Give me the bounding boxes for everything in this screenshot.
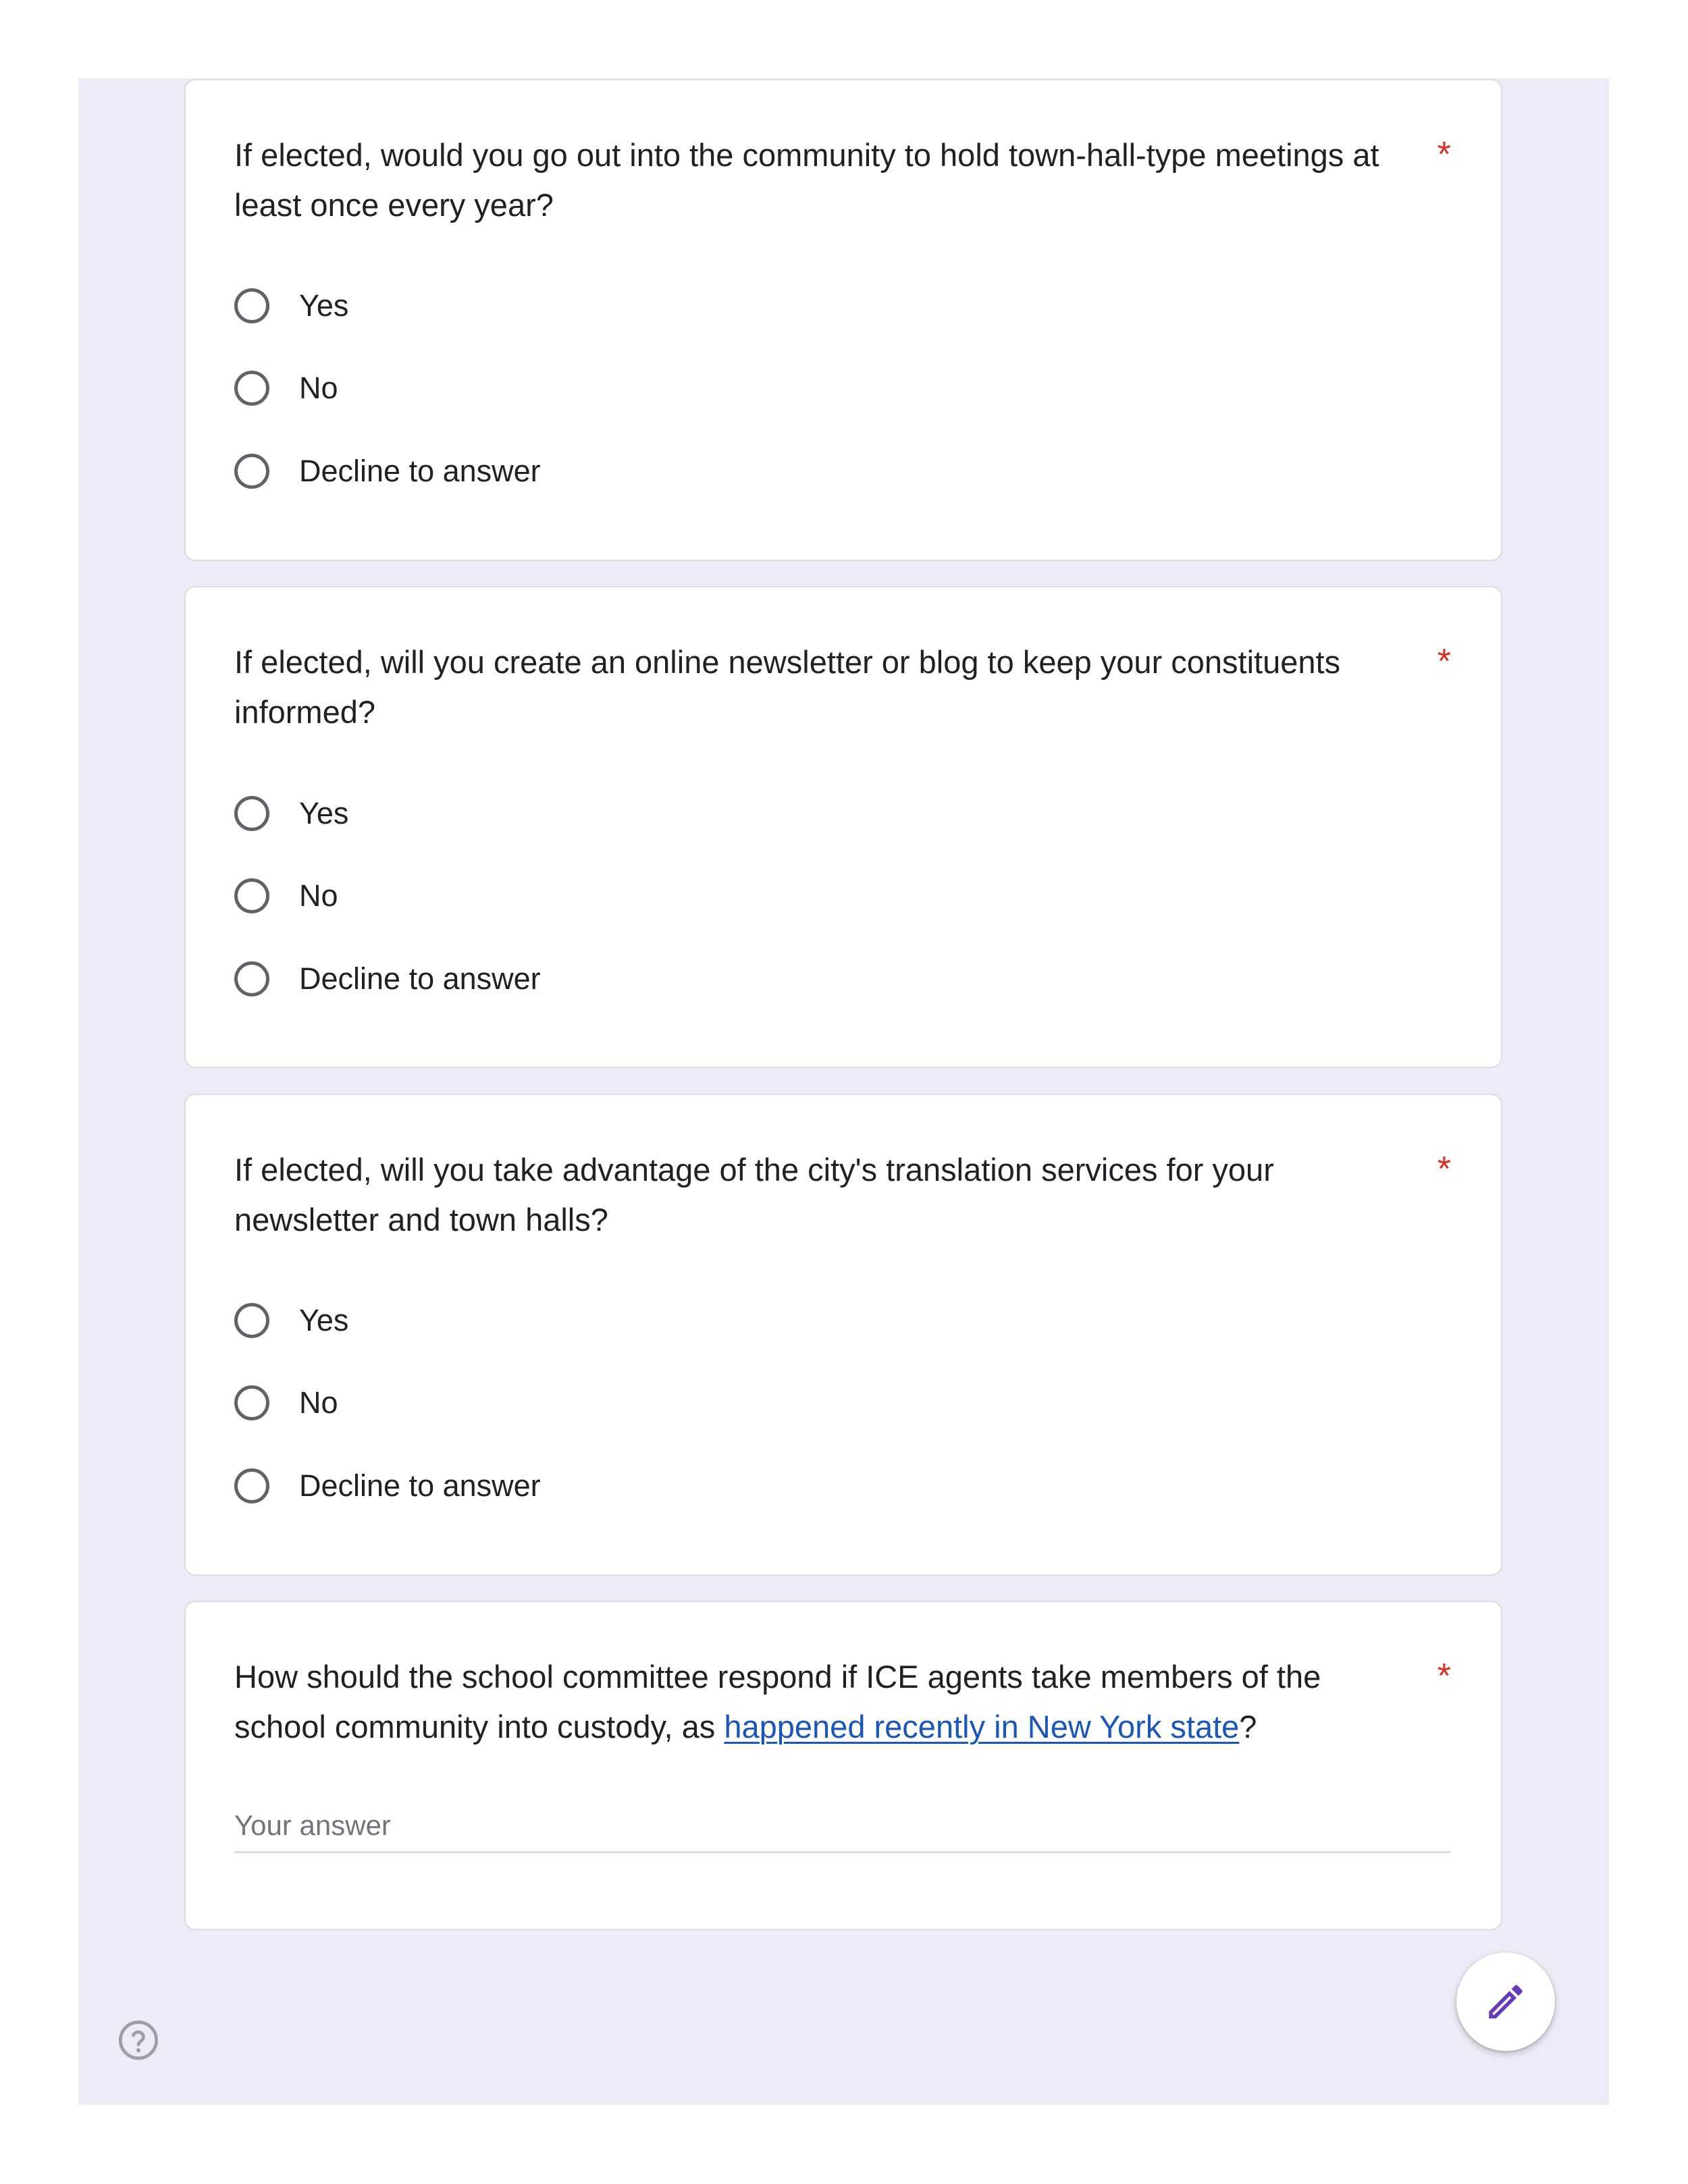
radio-option-decline[interactable] [234,450,541,493]
radio-option-no[interactable] [234,367,338,410]
radio-button[interactable] [234,878,269,913]
radio-button[interactable] [234,1303,269,1338]
option-label: Yes [299,796,349,830]
question-title-text: How should the school committee respond if ICE agents take members of the school community into custody, as [234,1659,1321,1744]
radio-option-no[interactable] [234,1381,338,1424]
help-button[interactable] [117,2019,160,2062]
radio-button[interactable] [234,1468,269,1503]
option-label: Yes [299,1303,349,1337]
radio-button[interactable] [234,1385,269,1420]
radio-option-no[interactable] [234,874,338,917]
option-label: Yes [299,288,349,323]
option-label: No [299,1385,338,1420]
required-asterisk: * [1437,1657,1451,1696]
required-asterisk: * [1437,642,1451,681]
question-title: If elected, will you take advantage of the city's translation services for your newsletter and town halls? [234,1152,1274,1237]
short-answer-input[interactable] [234,1799,1451,1853]
radio-option-decline[interactable] [234,957,541,1001]
required-asterisk: * [1437,1150,1451,1189]
option-label: No [299,878,338,913]
question-title [234,1652,1416,1752]
radio-option-yes[interactable] [234,284,348,327]
question-title: If elected, will you create an online newsletter or blog to keep your constituents informed? [234,644,1341,730]
radio-option-decline[interactable] [234,1464,541,1508]
help-circle-icon [117,2019,160,2062]
news-link[interactable]: happened recently in New York state [724,1709,1240,1744]
option-label: Decline to answer [299,454,541,488]
radio-button[interactable] [234,796,269,831]
question-card-translation [184,1094,1502,1576]
required-asterisk: * [1437,135,1451,174]
question-card-ice-response [184,1601,1502,1930]
radio-option-yes[interactable] [234,1299,348,1342]
radio-button[interactable] [234,454,269,489]
radio-button[interactable] [234,371,269,406]
pencil-icon [1483,1979,1528,2024]
radio-button[interactable] [234,288,269,323]
option-label: Decline to answer [299,1468,541,1503]
question-title-end: ? [1239,1709,1257,1744]
question-card-town-hall [184,79,1502,561]
radio-button[interactable] [234,961,269,996]
option-label: Decline to answer [299,961,541,996]
option-label: No [299,371,338,405]
question-card-newsletter [184,586,1502,1068]
radio-option-yes[interactable] [234,792,348,835]
question-title: If elected, would you go out into the community to hold town-hall-type meetings at least once every year? [234,137,1379,223]
edit-fab-button[interactable] [1456,1952,1555,2051]
